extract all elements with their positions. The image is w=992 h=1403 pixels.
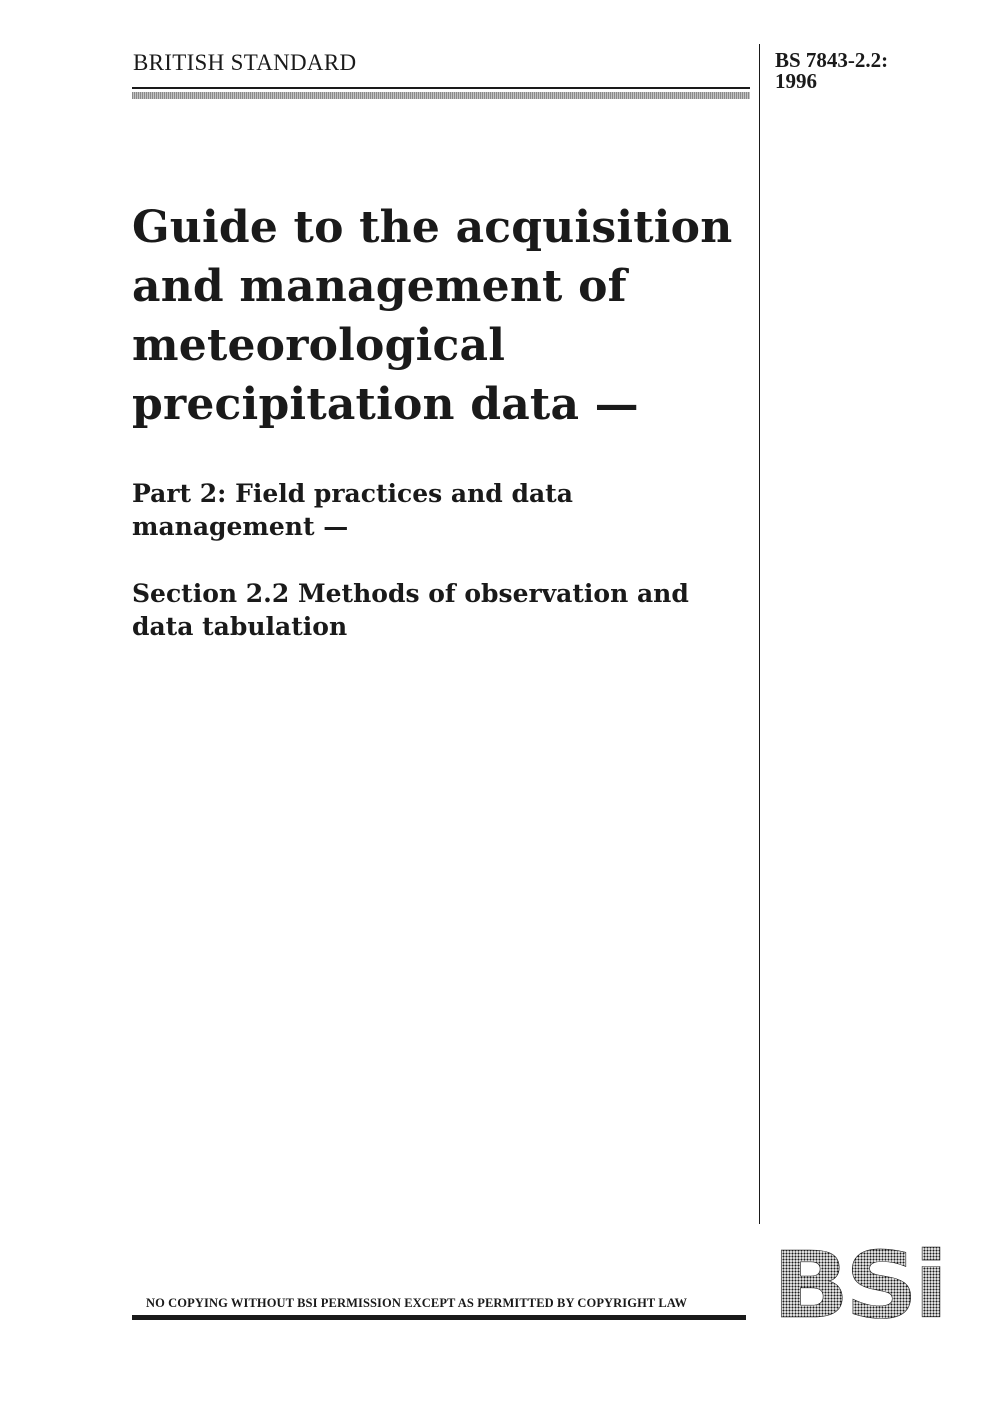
footer-rule bbox=[132, 1315, 746, 1320]
document-title: Guide to the acquisition and management of meteorological precipitation data — bbox=[132, 202, 733, 430]
section-title: Section 2.2 Methods of observation and data tabulation bbox=[132, 579, 689, 641]
document-type-label: BRITISH STANDARD bbox=[133, 50, 357, 75]
header-rule-thick bbox=[132, 92, 750, 99]
header-rule-thin bbox=[132, 87, 750, 89]
bsi-logo-text: BSi bbox=[772, 1243, 944, 1321]
bsi-logo bbox=[770, 1243, 946, 1321]
margin-divider bbox=[759, 44, 760, 1224]
copyright-notice: NO COPYING WITHOUT BSI PERMISSION EXCEPT AS PERMITTED BY COPYRIGHT LAW bbox=[146, 1296, 688, 1310]
part-title: Part 2: Field practices and data management — bbox=[132, 479, 573, 541]
standard-number: BS 7843-2.2: 1996 bbox=[775, 48, 889, 93]
